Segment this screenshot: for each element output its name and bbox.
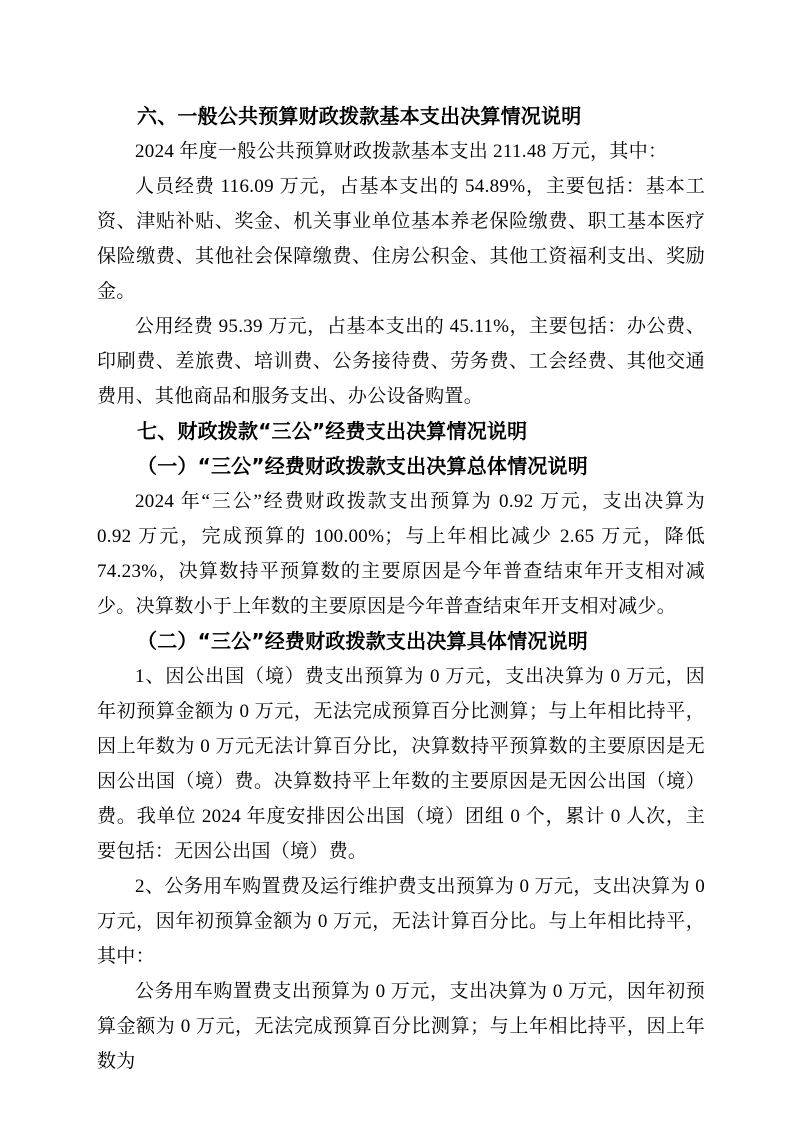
para-basic-expenditure-total: 2024 年度一般公共预算财政拨款基本支出 211.48 万元，其中： [135, 141, 668, 162]
para-vehicle-purchase: 公务用车购置费支出预算为 0 万元，支出决算为 0 万元，因年初预算金额为 0 万元，无法完成预算百分比测算；与上年相比持平，因上年数为 [97, 981, 705, 1072]
section-heading-three-public-funds: 七、财政拨款“三公”经费支出决算情况说明 [137, 419, 528, 443]
para-three-public-overall: 2024 年“三公”经费财政拨款支出预算为 0.92 万元，支出决算为 0.92 万元，完成预算的 100.00%；与上年相比减少 2.65 万元，降低 74.23%，决算数持平预算数的主要原因是今年普查结束年开支相对减少。决算数小于上年数的主要原因是今年普查结束年开支相对减少。 [97, 491, 705, 617]
subsection-heading-specific-situation: （二）“三公”经费财政拨款支出决算具体情况说明 [137, 629, 588, 653]
para-official-vehicles: 2、公务用车购置费及运行维护费支出预算为 0 万元，支出决算为 0 万元，因年初预算金额为 0 万元，无法计算百分比。与上年相比持平，其中： [97, 876, 705, 967]
section-heading-basic-expenditure: 六、一般公共预算财政拨款基本支出决算情况说明 [137, 104, 582, 128]
para-overseas-trips: 1、因公出国（境）费支出预算为 0 万元，支出决算为 0 万元，因年初预算金额为 0 万元，无法完成预算百分比测算；与上年相比持平，因上年数为 0 万元无法计算百分比，决算数持平预算数的主要原因是无因公出国（境）费。决算数持平上年数的主要原因是无因公出国（境）费。我单位 2024 年度安排因公出国（境）团组 0 个，累计 0 人次，主要包括：无因公出国（境）费。 [97, 666, 705, 862]
para-personnel-funds: 人员经费 116.09 万元，占基本支出的 54.89%，主要包括：基本工资、津贴补贴、奖金、机关事业单位基本养老保险缴费、职工基本医疗保险缴费、其他社会保障缴费、住房公积金、其他工资福利支出、奖励金。 [97, 176, 705, 302]
para-public-funds: 公用经费 95.39 万元，占基本支出的 45.11%，主要包括：办公费、印刷费、差旅费、培训费、公务接待费、劳务费、工会经费、其他交通费用、其他商品和服务支出、办公设备购置。 [97, 316, 705, 407]
subsection-heading-overall-situation: （一）“三公”经费财政拨款支出决算总体情况说明 [137, 454, 588, 478]
